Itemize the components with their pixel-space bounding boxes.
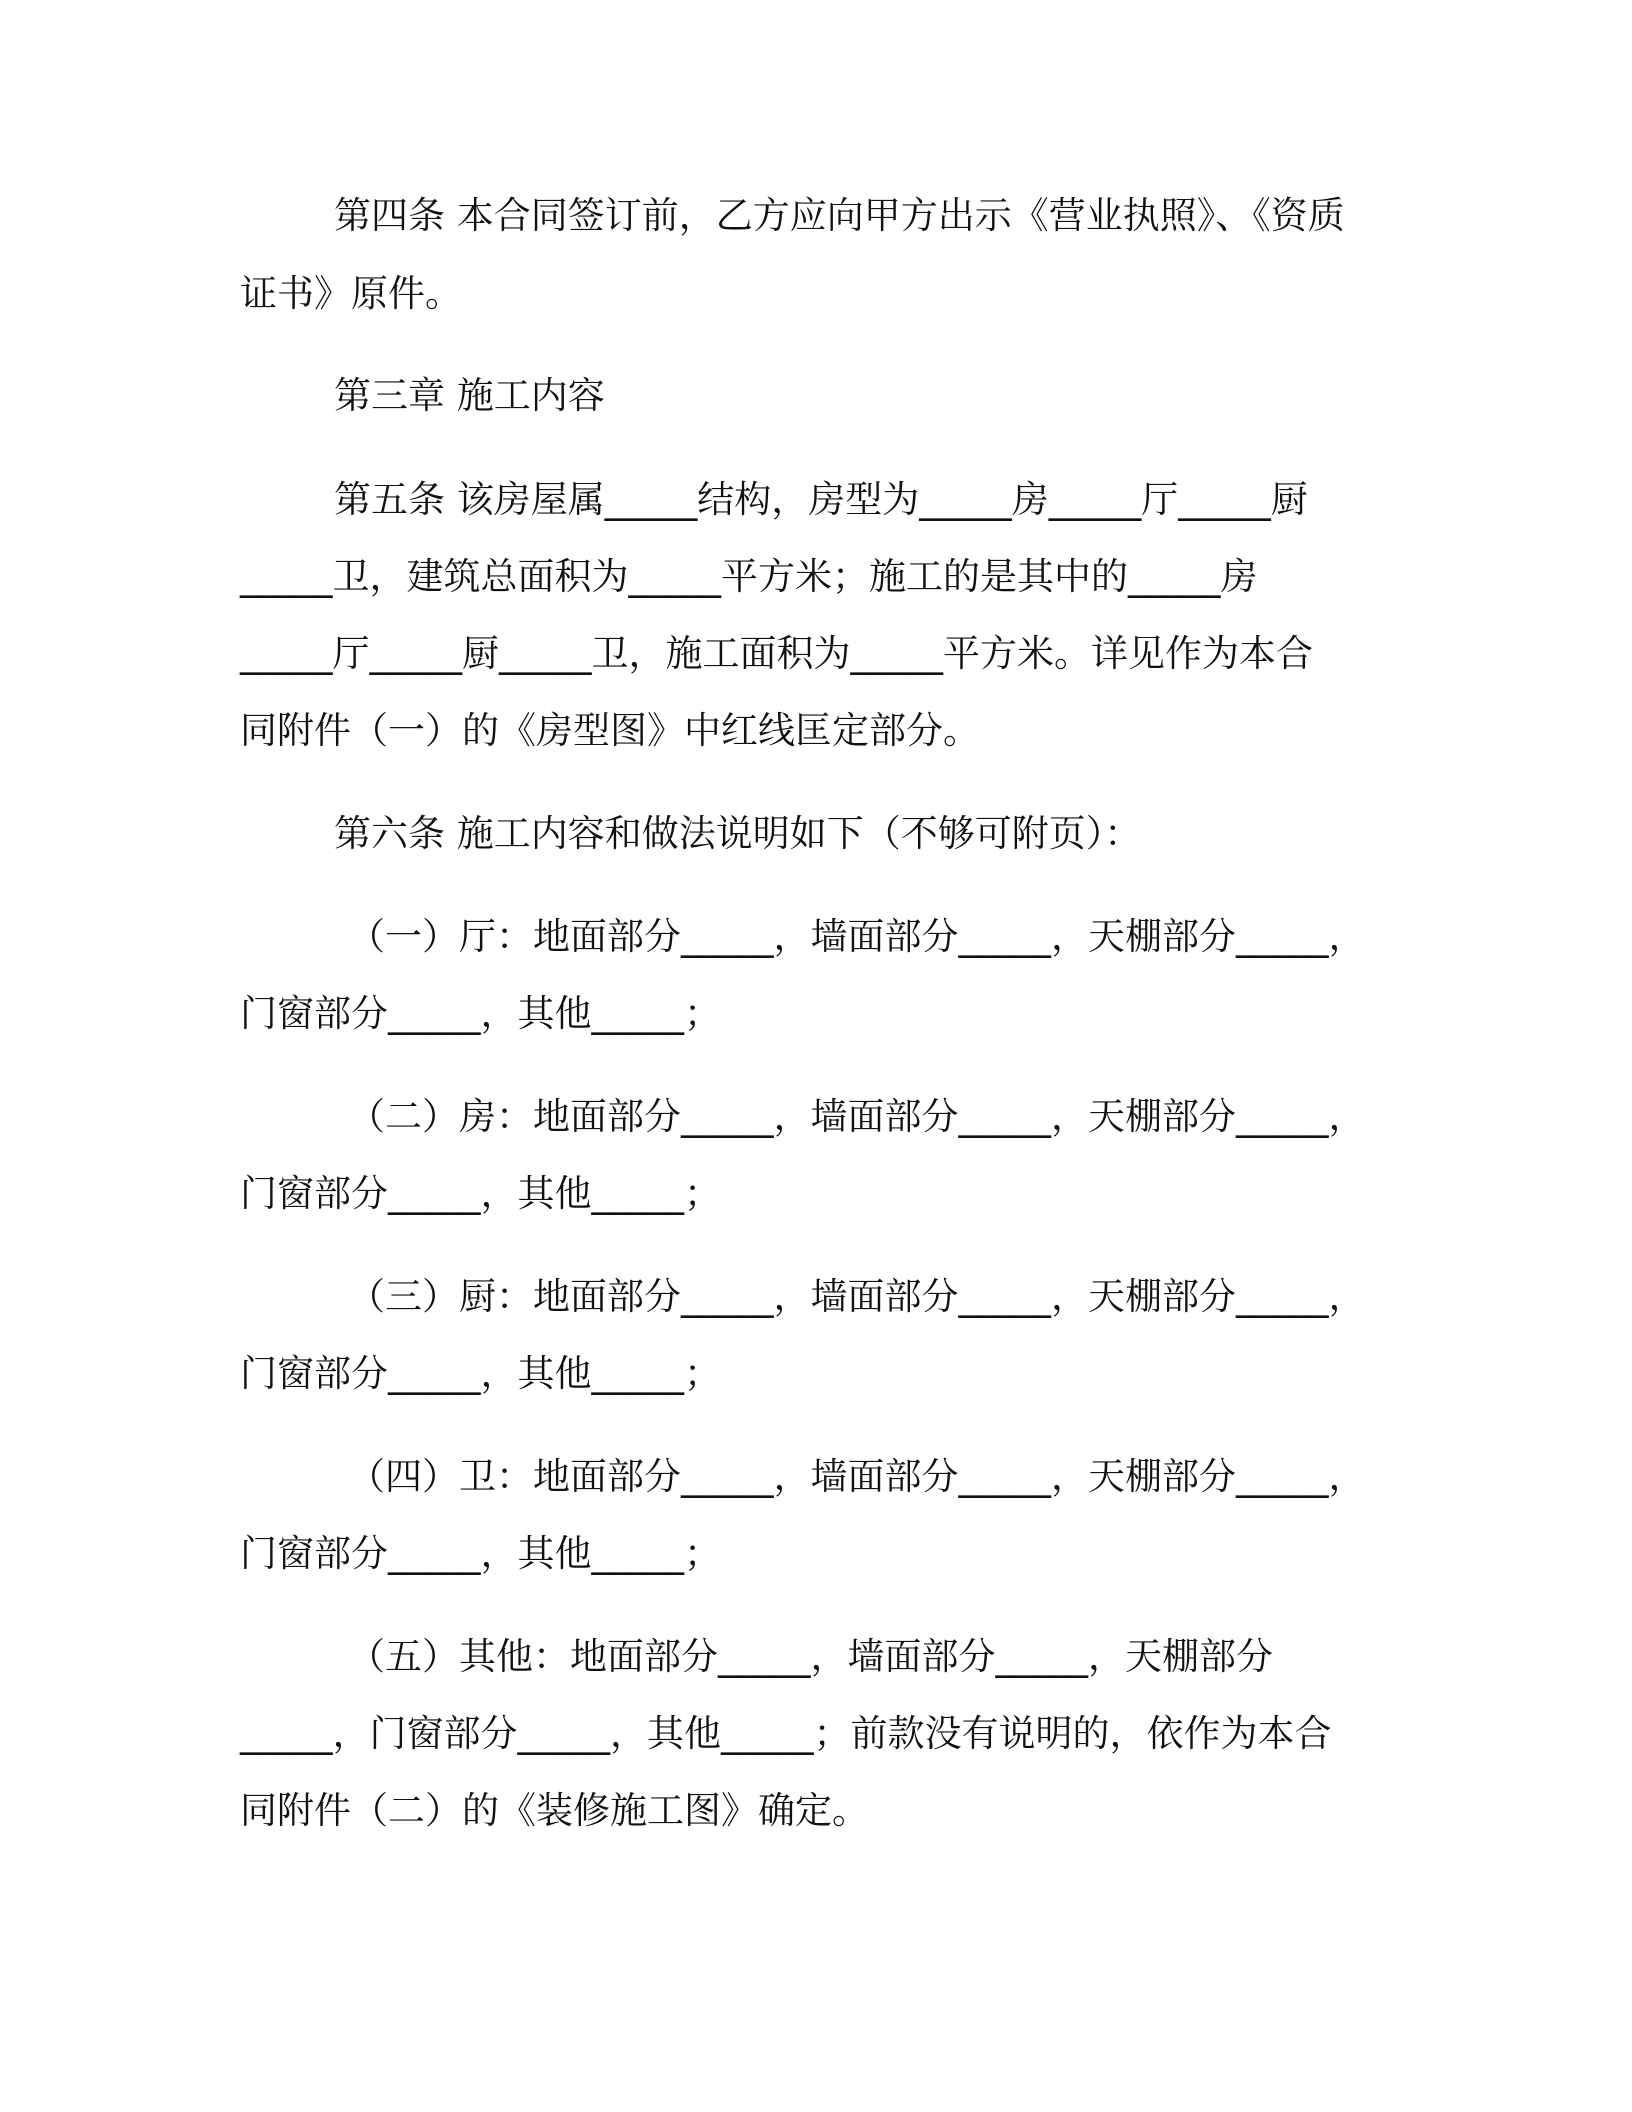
article6-item3-line1: （三）厨：地面部分_____，墙面部分_____，天棚部分_____， — [348, 1275, 1366, 1318]
article6-item1-line2: 门窗部分_____，其他_____； — [240, 992, 721, 1035]
article5-line1: 第五条 该房屋属_____结构，房型为_____房_____厅_____厨 — [334, 478, 1308, 521]
article6-item2-line2: 门窗部分_____，其他_____； — [240, 1172, 721, 1215]
article5-line4: 同附件（一）的《房型图》中红线匡定部分。 — [240, 709, 980, 752]
article6-item5-line3: 同附件（二）的《装修施工图》确定。 — [240, 1789, 869, 1832]
article6-item2-line1: （二）房：地面部分_____，墙面部分_____，天棚部分_____， — [348, 1095, 1366, 1138]
article4-line2: 证书》原件。 — [240, 272, 462, 315]
article6-item5-line1: （五）其他：地面部分_____，墙面部分_____，天棚部分 — [348, 1635, 1273, 1678]
article5-line2: _____卫，建筑总面积为_____平方米；施工的是其中的_____房 — [240, 555, 1258, 598]
article6-item4-line2: 门窗部分_____，其他_____； — [240, 1532, 721, 1575]
article4-line1: 第四条 本合同签订前，乙方应向甲方出示《营业执照》、《资质 — [334, 194, 1345, 237]
article6-item4-line1: （四）卫：地面部分_____，墙面部分_____，天棚部分_____， — [348, 1455, 1366, 1498]
article6-item5-line2: _____，门窗部分_____，其他_____；前款没有说明的，依作为本合 — [240, 1712, 1332, 1755]
article6-intro: 第六条 施工内容和做法说明如下（不够可附页）： — [334, 812, 1142, 855]
article6-item3-line2: 门窗部分_____，其他_____； — [240, 1352, 721, 1395]
article6-item1-line1: （一）厅：地面部分_____，墙面部分_____，天棚部分_____， — [348, 915, 1366, 958]
chapter3-title: 第三章 施工内容 — [334, 374, 605, 417]
article5-line3: _____厅_____厨_____卫，施工面积为_____平方米。详见作为本合 — [240, 632, 1313, 675]
